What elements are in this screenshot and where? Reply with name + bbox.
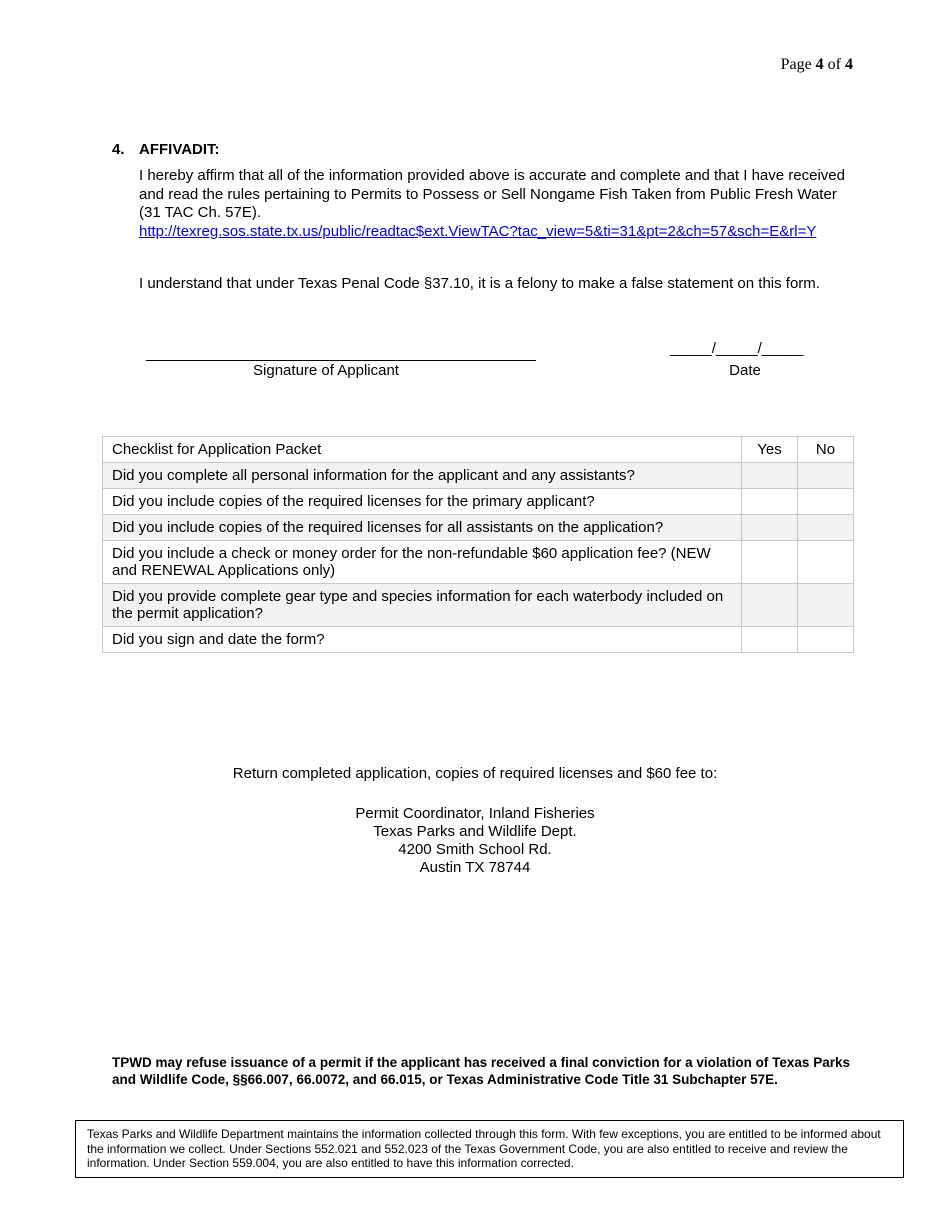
yes-cell[interactable] [742,463,798,489]
page-number [781,56,853,74]
checklist-item-application-fee: Did you include a check or money order for the non-refundable $60 application fee? (NEW and RENEWAL Applications only) [103,541,742,584]
table-row [103,489,854,515]
permit-refusal-warning: TPWD may refuse issuance of a permit if the applicant has received a final conviction for a violation of Texas Parks and Wildlife Code, §§66.007, 66.0072, and 66.015, or Texas Administrative Code Title 31 Subchapter 57E. [112,1055,850,1087]
no-cell[interactable] [798,584,854,627]
checklist-header-row [103,437,854,463]
return-instruction: Return completed application, copies of required licenses and $60 fee to: [232,765,718,782]
yes-cell[interactable] [742,541,798,584]
checklist-item-sign-date: Did you sign and date the form? [103,627,742,653]
signature-label: Signature of Applicant [253,362,399,379]
table-row [103,627,854,653]
table-row [103,584,854,627]
no-cell[interactable] [798,541,854,584]
section-title: AFFIVADIT: [139,141,220,158]
affirmation-text: I hereby affirm that all of the information provided above is accurate and complete and that I have received and read the rules pertaining to Permits to Possess or Sell Nongame Fish Taken from Public Fresh Water (31 TAC Ch. 57E). [139,167,845,221]
no-cell[interactable] [798,489,854,515]
no-cell[interactable] [798,515,854,541]
page-total: 4 [845,56,853,73]
address-line: Permit Coordinator, Inland Fisheries [355,805,595,822]
checklist-table [102,436,854,653]
checklist-item-gear-species: Did you provide complete gear type and species information for each waterbody included on the permit application? [103,584,742,627]
table-row [103,463,854,489]
yes-column-header: Yes [742,437,798,463]
table-row [103,541,854,584]
address-line: Austin TX 78744 [419,859,531,876]
affirmation-block [139,167,859,241]
page-of: of [827,56,841,73]
checklist-item-personal-info: Did you complete all personal information for the applicant and any assistants? [103,463,742,489]
yes-cell[interactable] [742,584,798,627]
page-current: 4 [815,56,824,73]
signature-line[interactable] [146,340,536,361]
yes-cell[interactable] [742,627,798,653]
date-line[interactable]: _____/_____/_____ [670,340,804,357]
no-column-header: No [798,437,854,463]
privacy-notice: Texas Parks and Wildlife Department maintains the information collected through this form. With few exceptions, you are entitled to be informed about the information we collect. Under Sections 552.021 and 552.023 of the Texas Government Code, you are also entitled to receive and review the information. Under Section 559.004, you are also entitled to have this information corrected. [75,1120,904,1178]
page-label: Page [780,56,812,73]
table-row [103,515,854,541]
mailing-address [0,805,950,877]
yes-cell[interactable] [742,515,798,541]
checklist-item-assistant-licenses: Did you include copies of the required licenses for all assistants on the application? [103,515,742,541]
penal-code-statement: I understand that under Texas Penal Code §37.10, it is a felony to make a false statement on this form. [139,275,820,292]
date-label: Date [729,362,761,379]
yes-cell[interactable] [742,489,798,515]
address-line: 4200 Smith School Rd. [398,841,552,858]
checklist-header: Checklist for Application Packet [103,437,742,463]
section-heading [112,141,220,158]
checklist-item-primary-licenses: Did you include copies of the required licenses for the primary applicant? [103,489,742,515]
no-cell[interactable] [798,463,854,489]
address-line: Texas Parks and Wildlife Dept. [373,823,577,840]
section-number: 4. [112,141,125,158]
tac-rules-link[interactable]: http://texreg.sos.state.tx.us/public/readtac$ext.ViewTAC?tac_view=5&ti=31&pt=2&ch=57&sch=E&rl=Y [139,222,817,240]
no-cell[interactable] [798,627,854,653]
